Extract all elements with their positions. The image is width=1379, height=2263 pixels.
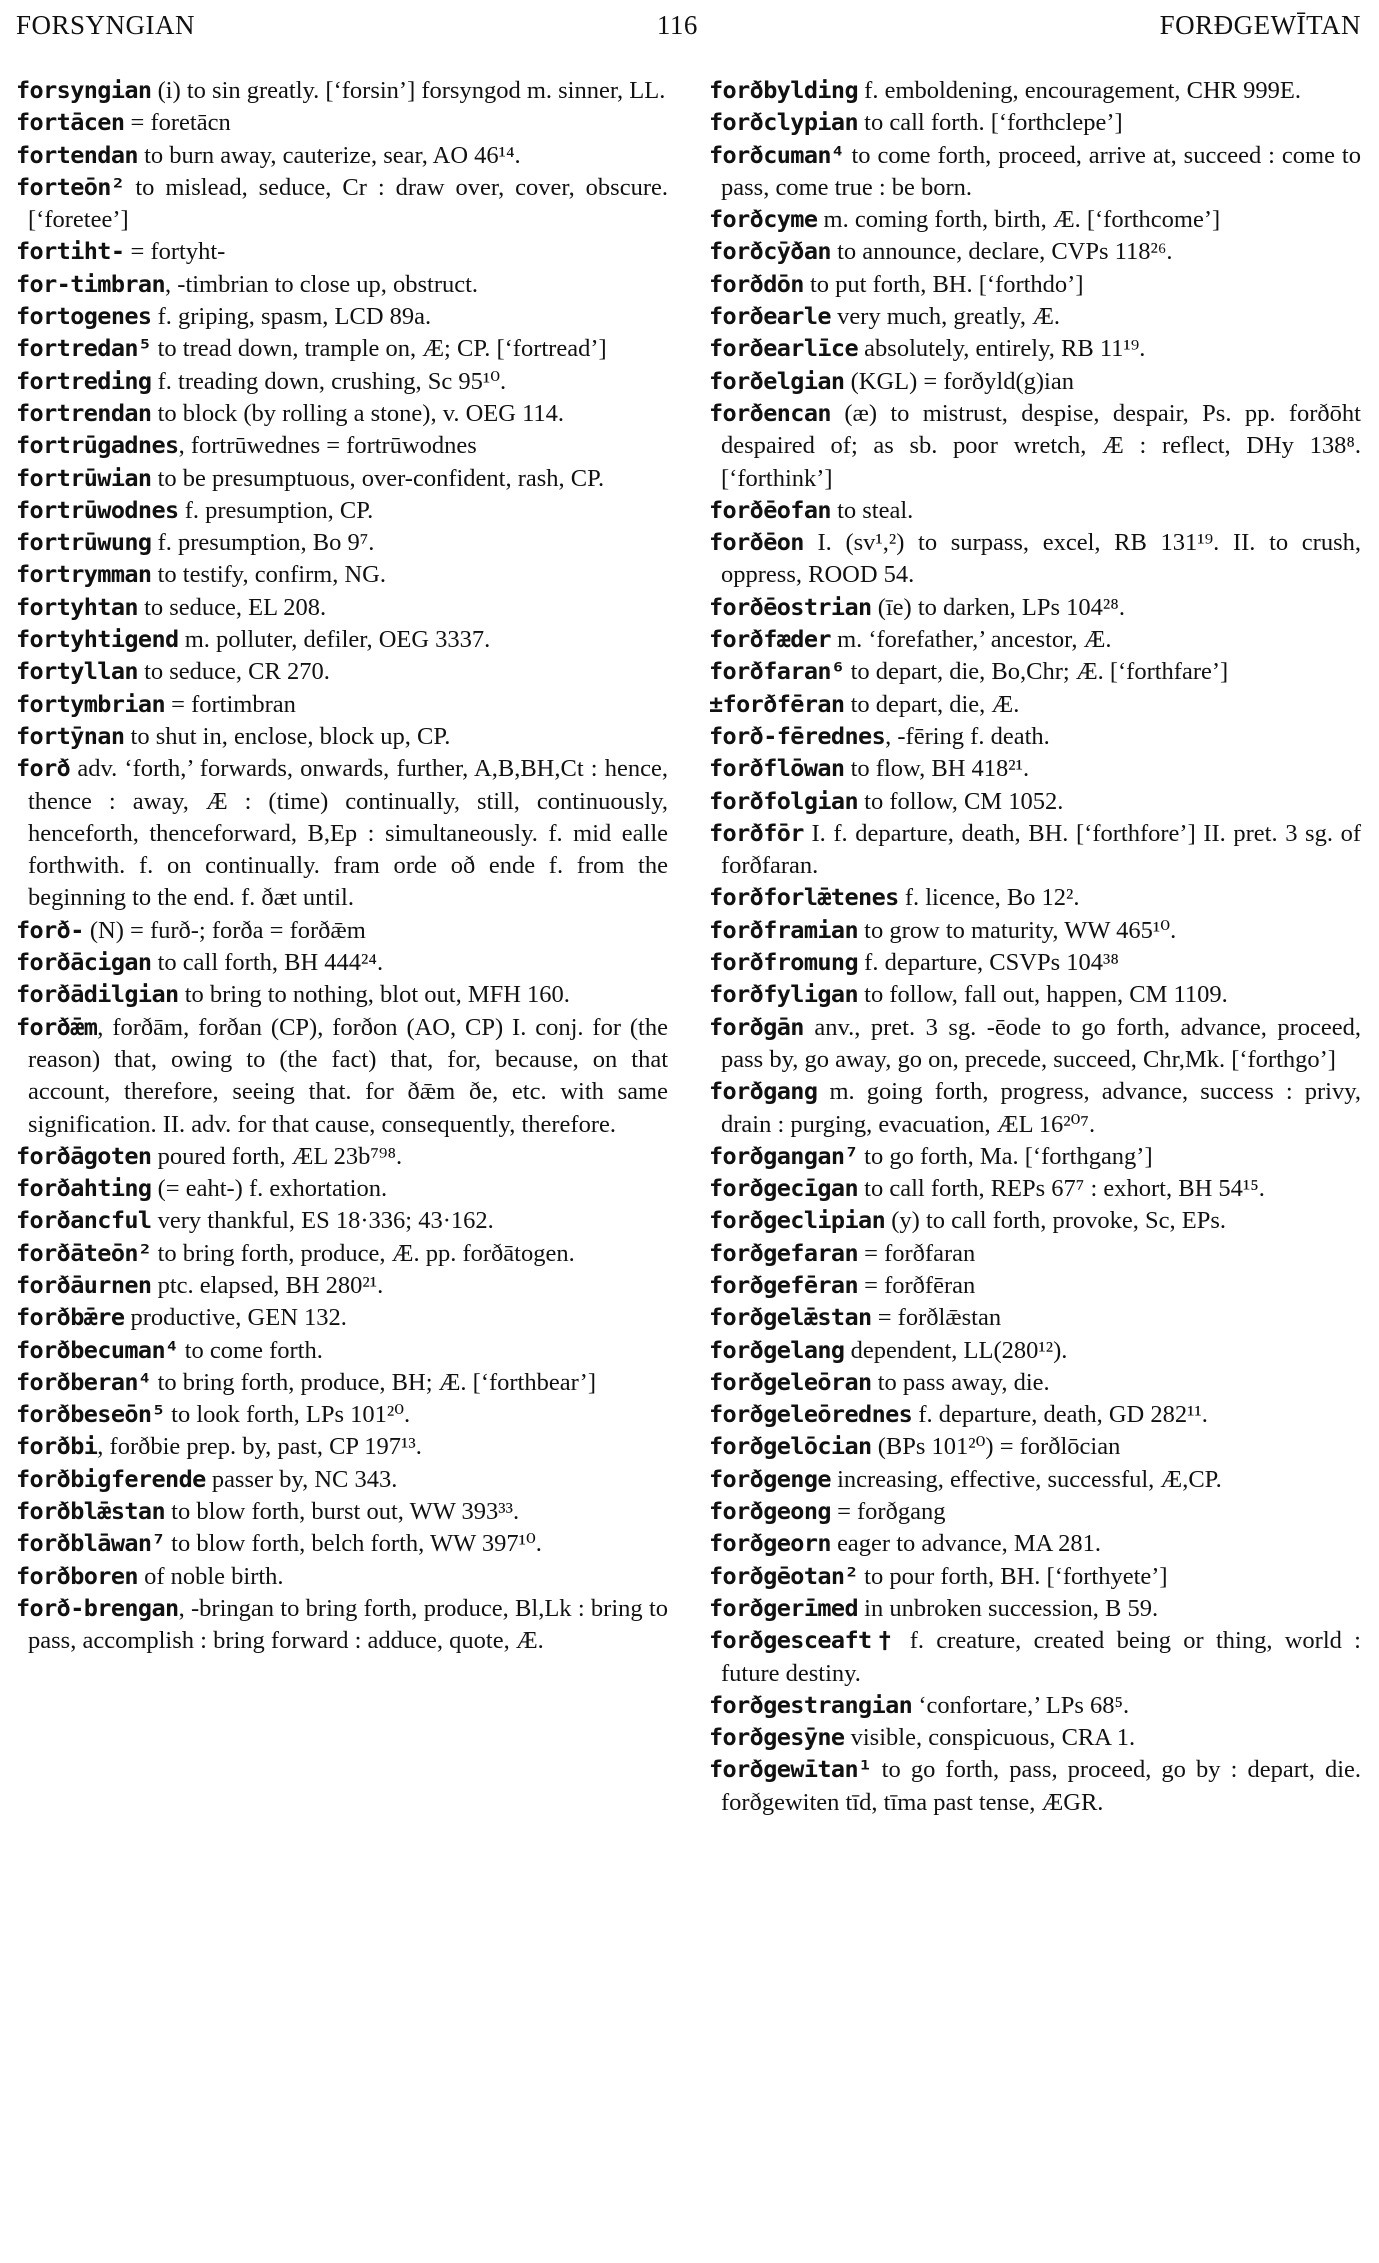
entry-definition: = forðlǣstan	[871, 1304, 1002, 1332]
entry-headword: forðāteōn²	[16, 1238, 152, 1267]
dictionary-entry	[709, 1398, 1361, 1430]
dictionary-entry	[16, 332, 668, 364]
entry-headword: forðgeclipian	[709, 1206, 886, 1235]
entry-headword: fortymbrian	[16, 689, 166, 718]
entry-headword: fortrymman	[16, 560, 152, 589]
entry-headword: fortredan⁵	[16, 334, 152, 363]
entry-headword: forðfolgian	[709, 786, 859, 815]
entry-definition: to flow, BH 418²¹.	[844, 755, 1030, 783]
dictionary-entry	[16, 429, 668, 461]
entry-definition: increasing, effective, successful, Æ,CP.	[830, 1465, 1222, 1493]
entry-headword: forð	[16, 754, 71, 783]
dictionary-entry	[709, 655, 1361, 687]
entry-definition: to call forth. [‘forthclepe’]	[858, 109, 1123, 137]
entry-definition: to follow, CM 1052.	[858, 787, 1064, 815]
entry-definition: poured forth, ÆL 23b⁷⁹⁸.	[151, 1142, 403, 1170]
entry-headword: forðācigan	[16, 948, 152, 977]
dictionary-entry	[709, 1495, 1361, 1527]
entry-headword: forðclypian	[709, 108, 859, 137]
dictionary-entry	[709, 139, 1361, 204]
right-column	[709, 74, 1361, 1818]
entry-headword: forðbeseōn⁵	[16, 1400, 166, 1429]
entry-headword: ±forðfēran	[709, 689, 845, 718]
dictionary-entry	[709, 688, 1361, 720]
entry-definition: to mislead, seduce, Cr : draw over, cover, obscure. [‘foretee’]	[28, 173, 668, 234]
entry-definition: to pass away, die.	[871, 1368, 1050, 1396]
entry-headword: forðgeleōran	[709, 1367, 872, 1396]
entry-headword: fortācen	[16, 108, 125, 137]
entry-headword: forðfæder	[709, 625, 831, 654]
entry-headword: forðfaran⁶	[709, 657, 845, 686]
header-right-guide-word: FORÐGEWĪTAN	[1159, 10, 1361, 40]
entry-definition: to announce, declare, CVPs 118²⁶.	[830, 238, 1173, 266]
entry-headword: fortyllan	[16, 657, 138, 686]
entry-headword: forðencan	[709, 398, 831, 427]
entry-definition: to blow forth, belch forth, WW 397¹⁰.	[165, 1530, 542, 1558]
entry-definition: (īe) to darken, LPs 104²⁸.	[871, 593, 1125, 621]
entry-definition: to call forth, BH 444²⁴.	[151, 949, 384, 977]
dictionary-entry	[709, 720, 1361, 752]
entry-definition: m. ‘forefather,’ ancestor, Æ.	[830, 626, 1112, 654]
entry-definition: to grow to maturity, WW 465¹⁰.	[858, 916, 1177, 944]
dictionary-entry	[16, 74, 668, 106]
entry-headword: forðelgian	[709, 366, 845, 395]
dictionary-entry	[16, 235, 668, 267]
entry-headword: forðcuman⁴	[709, 140, 845, 169]
entry-definition: , -bringan to bring forth, produce, Bl,Lk : bring to pass, accomplish : bring forward : adduce, quote, Æ.	[28, 1594, 668, 1655]
dictionary-entry	[16, 914, 668, 946]
entry-definition: to shut in, enclose, block up, CP.	[124, 722, 451, 750]
entry-definition: to come forth, proceed, arrive at, succeed : come to pass, come true : be born.	[721, 141, 1361, 201]
entry-headword: forðgesceaft†	[709, 1626, 898, 1655]
entry-definition: to go forth, pass, proceed, go by : depart, die. forðgewiten tīd, tīma past tense, ÆGR.	[721, 1756, 1361, 1816]
entry-definition: of noble birth.	[137, 1562, 284, 1590]
entry-definition: , -fēring f. death.	[885, 722, 1050, 750]
entry-definition: ptc. elapsed, BH 280²¹.	[151, 1271, 384, 1299]
entry-definition: to bring forth, produce, BH; Æ. [‘forthbear’]	[151, 1368, 596, 1396]
dictionary-entry	[709, 785, 1361, 817]
dictionary-entry	[709, 623, 1361, 655]
entry-definition: f. treading down, crushing, Sc 95¹⁰.	[151, 367, 507, 395]
dictionary-entry	[709, 978, 1361, 1010]
entry-headword: for-timbran	[16, 269, 166, 298]
entry-definition: adv. ‘forth,’ forwards, onwards, further, A,B,BH,Ct : hence, thence : away, Æ : (time) continually, still, continuously, henceforth, thenceforward, B,Ep : simultaneously. f. mid ealle forthwith. f. on continually. fram orde oð ende f. from the beginning to the end. f. ðæt until.	[28, 755, 668, 912]
dictionary-entry	[16, 1237, 668, 1269]
entry-headword: fortiht-	[16, 237, 125, 266]
entry-headword: forðbi	[16, 1432, 98, 1461]
entry-definition: (y) to call forth, provoke, Sc, EPs.	[885, 1207, 1227, 1235]
running-head	[16, 10, 1361, 52]
entry-definition: visible, conspicuous, CRA 1.	[844, 1724, 1136, 1752]
entry-headword: forðgelōcian	[709, 1432, 872, 1461]
dictionary-entry	[16, 720, 668, 752]
entry-headword: fortyhtan	[16, 592, 138, 621]
entry-headword: forðgelang	[709, 1335, 845, 1364]
entry-headword: forteōn²	[16, 172, 125, 201]
entry-headword: forsyngian	[16, 76, 152, 104]
dictionary-entry	[16, 1301, 668, 1333]
dictionary-entry	[709, 1301, 1361, 1333]
entry-definition: , -timbrian to close up, obstruct.	[165, 270, 479, 298]
entry-headword: forðforlǣtenes	[709, 883, 899, 912]
entry-definition: = fortimbran	[165, 690, 296, 718]
entry-headword: forðboren	[16, 1561, 138, 1590]
dictionary-entry	[709, 752, 1361, 784]
dictionary-entry	[709, 332, 1361, 364]
entry-definition: to go forth, Ma. [‘forthgang’]	[858, 1142, 1153, 1170]
dictionary-entry	[709, 591, 1361, 623]
dictionary-entry	[16, 462, 668, 494]
dictionary-entry	[16, 1560, 668, 1592]
entry-headword: forðflōwan	[709, 754, 845, 783]
entry-definition: I. f. departure, death, BH. [‘forthfore’] II. pret. 3 sg. of forðfaran.	[721, 819, 1361, 880]
entry-definition: to steal.	[830, 496, 914, 524]
entry-definition: to bring forth, produce, Æ. pp. forðātogen.	[151, 1239, 575, 1267]
dictionary-entry	[709, 1721, 1361, 1753]
dictionary-entry	[16, 591, 668, 623]
entry-definition: (æ) to mistrust, despise, despair, Ps. pp. forðōht despaired of; as sb. poor wretch, Æ : reflect, DHy 138⁸. [‘forthink’]	[721, 399, 1361, 492]
entry-definition: to seduce, CR 270.	[137, 658, 330, 686]
entry-headword: fortendan	[16, 140, 138, 169]
dictionary-entry	[16, 978, 668, 1010]
entry-definition: passer by, NC 343.	[205, 1465, 398, 1493]
entry-headword: forðfromung	[709, 948, 859, 977]
dictionary-entry	[709, 203, 1361, 235]
entry-headword: forðgān	[709, 1012, 804, 1041]
dictionary-entry	[709, 817, 1361, 882]
entry-definition: to pour forth, BH. [‘forthyete’]	[858, 1562, 1168, 1590]
entry-headword: forðēon	[709, 528, 804, 557]
entry-headword: forðgeleōrednes	[709, 1400, 913, 1429]
dictionary-entry	[709, 74, 1361, 106]
dictionary-entry	[16, 946, 668, 978]
dictionary-entry	[709, 1172, 1361, 1204]
entry-headword: forðgewītan¹	[709, 1755, 872, 1784]
entry-definition: = forðfēran	[858, 1271, 976, 1299]
dictionary-entry	[709, 1592, 1361, 1624]
dictionary-entry	[709, 1430, 1361, 1462]
entry-definition: to depart, die, Bo,Chr; Æ. [‘forthfare’]	[844, 658, 1229, 686]
entry-headword: forð-fērednes	[709, 721, 886, 750]
entry-headword: forðgēotan²	[709, 1561, 859, 1590]
entry-definition: to tread down, trample on, Æ; CP. [‘fortread’]	[151, 335, 607, 363]
entry-definition: very much, greatly, Æ.	[830, 303, 1060, 331]
entry-definition: f. departure, CSVPs 104³⁸	[858, 949, 1119, 977]
dictionary-entry	[16, 1366, 668, 1398]
dictionary-entry	[709, 1560, 1361, 1592]
entry-headword: forðcȳðan	[709, 237, 831, 266]
dictionary-entry	[16, 1592, 668, 1657]
dictionary-entry	[16, 526, 668, 558]
entry-definition: very thankful, ES 18·336; 43·162.	[151, 1207, 494, 1235]
entry-headword: forðǣm	[16, 1012, 98, 1041]
dictionary-entry	[709, 1269, 1361, 1301]
dictionary-entry	[709, 235, 1361, 267]
entry-definition: to depart, die, Æ.	[844, 690, 1020, 718]
entry-definition: to put forth, BH. [‘forthdo’]	[803, 270, 1084, 298]
dictionary-entry	[709, 1237, 1361, 1269]
dictionary-entry	[16, 494, 668, 526]
entry-headword: forðgelǣstan	[709, 1303, 872, 1332]
dictionary-entry	[709, 881, 1361, 913]
entry-headword: forðgefēran	[709, 1270, 859, 1299]
entry-definition: eager to advance, MA 281.	[830, 1530, 1102, 1558]
dictionary-entry	[16, 1463, 668, 1495]
dictionary-entry	[16, 1398, 668, 1430]
dictionary-entry	[16, 1527, 668, 1559]
entry-definition: m. going forth, progress, advance, success : privy, drain : purging, evacuation, ÆL 16²⁰⁷.	[721, 1078, 1361, 1138]
entry-definition: = forðfaran	[858, 1239, 976, 1267]
entry-headword: forðfyligan	[709, 980, 859, 1009]
dictionary-entry	[16, 1430, 668, 1462]
entry-definition: to follow, fall out, happen, CM 1109.	[858, 981, 1228, 1009]
entry-headword: forðgang	[709, 1077, 818, 1106]
entry-definition: productive, GEN 132.	[124, 1304, 347, 1332]
entry-headword: fortreding	[16, 366, 152, 395]
entry-headword: forðcyme	[709, 205, 818, 234]
entry-definition: (= eaht-) f. exhortation.	[151, 1175, 388, 1203]
dictionary-entry	[16, 1269, 668, 1301]
dictionary-entry	[709, 1011, 1361, 1076]
entry-definition: , forðām, forðan (CP), forðon (AO, CP) I. conj. for (the reason) that, owing to (the fact) that, for, because, on that account, therefore, seeing that. for ðǣm ðe, etc. with same signification. II. adv. for that cause, consequently, therefore.	[28, 1013, 668, 1138]
entry-definition: (N) = furð-; forða = forðǣm	[83, 916, 366, 944]
entry-definition: anv., pret. 3 sg. -ēode to go forth, advance, proceed, pass by, go away, go on, precede, succeed, Chr,Mk. [‘forthgo’]	[721, 1013, 1361, 1073]
dictionary-entry	[709, 1334, 1361, 1366]
entry-definition: = forðgang	[830, 1498, 946, 1526]
dictionary-entry	[709, 1075, 1361, 1140]
entry-headword: forðbecuman⁴	[16, 1335, 179, 1364]
entry-headword: fortrūwian	[16, 463, 152, 492]
entry-headword: forð-	[16, 915, 84, 944]
dictionary-entry	[709, 268, 1361, 300]
dictionary-entry	[16, 397, 668, 429]
dictionary-entry	[16, 1011, 668, 1140]
dictionary-entry	[709, 1624, 1361, 1689]
entry-headword: forð-brengan	[16, 1593, 179, 1622]
entry-headword: forðāurnen	[16, 1270, 152, 1299]
dictionary-entry	[709, 526, 1361, 591]
dictionary-entry	[16, 268, 668, 300]
entry-headword: fortȳnan	[16, 721, 125, 750]
entry-definition: to seduce, EL 208.	[137, 593, 327, 621]
dictionary-entry	[16, 1172, 668, 1204]
entry-headword: forðgenge	[709, 1464, 831, 1493]
entry-definition: = foretācn	[124, 109, 231, 137]
entry-definition: to testify, confirm, NG.	[151, 561, 387, 589]
entry-definition: dependent, LL(280¹²).	[844, 1336, 1068, 1364]
entry-headword: forðblǣstan	[16, 1497, 166, 1526]
entry-definition: f. licence, Bo 12².	[898, 884, 1080, 912]
entry-headword: forðframian	[709, 915, 859, 944]
dictionary-entry	[16, 1495, 668, 1527]
columns	[16, 74, 1361, 1818]
dictionary-entry	[16, 365, 668, 397]
dictionary-entry	[16, 1140, 668, 1172]
entry-definition: f. creature, created being or thing, world : future destiny.	[721, 1627, 1361, 1687]
entry-definition: to come forth.	[178, 1336, 323, 1364]
entry-definition: to blow forth, burst out, WW 393³³.	[165, 1498, 520, 1526]
dictionary-entry	[16, 1334, 668, 1366]
entry-definition: to burn away, cauterize, sear, AO 46¹⁴.	[137, 141, 521, 169]
entry-headword: forðberan⁴	[16, 1367, 152, 1396]
entry-definition: f. emboldening, encouragement, CHR 999E.	[858, 77, 1301, 104]
entry-definition: f. griping, spasm, LCD 89a.	[151, 303, 432, 331]
entry-definition: , forðbie prep. by, past, CP 197¹³.	[97, 1433, 422, 1461]
entry-headword: forðdōn	[709, 269, 804, 298]
entry-headword: forðancful	[16, 1206, 152, 1235]
entry-headword: fortrūwung	[16, 528, 152, 557]
header-left-guide-word: FORSYNGIAN	[16, 10, 196, 40]
dictionary-entry	[709, 914, 1361, 946]
dictionary-entry	[16, 623, 668, 655]
entry-definition: (KGL) = forðyld(g)ian	[844, 367, 1074, 395]
entry-headword: forðgeorn	[709, 1529, 831, 1558]
entry-definition: (i) to sin greatly. [‘forsin’] forsyngod m. sinner, LL.	[151, 77, 666, 104]
dictionary-entry	[709, 397, 1361, 494]
entry-definition: (BPs 101²⁰) = forðlōcian	[871, 1433, 1121, 1461]
entry-headword: fortyhtigend	[16, 625, 179, 654]
dictionary-entry	[16, 300, 668, 332]
entry-definition: m. coming forth, birth, Æ. [‘forthcome’]	[817, 206, 1221, 234]
dictionary-entry	[709, 1689, 1361, 1721]
dictionary-entry	[16, 171, 668, 236]
dictionary-entry	[709, 1463, 1361, 1495]
entry-definition: f. presumption, CP.	[178, 496, 374, 524]
entry-definition: f. presumption, Bo 9⁷.	[151, 529, 375, 557]
dictionary-entry	[16, 752, 668, 913]
entry-headword: forðfōr	[709, 818, 804, 847]
entry-headword: forðblāwan⁷	[16, 1529, 166, 1558]
entry-headword: forðādilgian	[16, 980, 179, 1009]
entry-headword: forðgeong	[709, 1497, 831, 1526]
entry-headword: fortrendan	[16, 398, 152, 427]
dictionary-entry	[709, 1753, 1361, 1818]
entry-headword: forðgangan⁷	[709, 1141, 859, 1170]
dictionary-entry	[709, 1366, 1361, 1398]
dictionary-entry	[709, 1140, 1361, 1172]
dictionary-entry	[709, 1204, 1361, 1236]
entry-headword: forðearle	[709, 302, 831, 331]
dictionary-entry	[16, 688, 668, 720]
dictionary-entry	[709, 494, 1361, 526]
entry-definition: f. departure, death, GD 282¹¹.	[912, 1401, 1208, 1429]
entry-headword: forðāgoten	[16, 1141, 152, 1170]
entry-headword: forðbigferende	[16, 1464, 206, 1493]
entry-definition: to call forth, REPs 67⁷ : exhort, BH 54¹⁵.	[858, 1175, 1265, 1203]
entry-headword: forðgefaran	[709, 1238, 859, 1267]
entry-definition: to block (by rolling a stone), v. OEG 114.	[151, 399, 565, 427]
entry-definition: = fortyht-	[124, 238, 226, 266]
dictionary-entry	[16, 558, 668, 590]
dictionary-entry	[709, 365, 1361, 397]
dictionary-entry	[709, 106, 1361, 138]
dictionary-entry	[16, 106, 668, 138]
entry-headword: fortogenes	[16, 302, 152, 331]
entry-headword: forðgecīgan	[709, 1174, 859, 1203]
entry-headword: forðahting	[16, 1174, 152, 1203]
entry-definition: to be presumptuous, over-confident, rash, CP.	[151, 464, 605, 492]
dictionary-entry	[709, 300, 1361, 332]
entry-headword: forðgesȳne	[709, 1723, 845, 1752]
entry-headword: fortrūwodnes	[16, 495, 179, 524]
entry-headword: forðgestrangian	[709, 1690, 913, 1719]
entry-headword: forðgerīmed	[709, 1593, 859, 1622]
entry-headword: forðēostrian	[709, 592, 872, 621]
entry-definition: m. polluter, defiler, OEG 3337.	[178, 626, 491, 654]
entry-headword: forðbylding	[709, 76, 859, 104]
dictionary-entry	[709, 946, 1361, 978]
page-number: 116	[656, 10, 698, 40]
entry-definition: ‘confortare,’ LPs 68⁵.	[912, 1691, 1130, 1719]
entry-headword: forðearlīce	[709, 334, 859, 363]
entry-definition: I. (sv¹,²) to surpass, excel, RB 131¹⁹. II. to crush, oppress, ROOD 54.	[721, 529, 1361, 589]
dictionary-entry	[16, 139, 668, 171]
dictionary-entry	[16, 1204, 668, 1236]
entry-definition: to look forth, LPs 101²⁰.	[165, 1401, 411, 1429]
dictionary-entry	[16, 655, 668, 687]
dictionary-entry	[709, 1527, 1361, 1559]
entry-definition: absolutely, entirely, RB 11¹⁹.	[858, 335, 1146, 363]
entry-definition: to bring to nothing, blot out, MFH 160.	[178, 981, 570, 1009]
entry-headword: fortrūgadnes	[16, 431, 179, 460]
entry-headword: forðbǣre	[16, 1303, 125, 1332]
entry-definition: in unbroken succession, B 59.	[858, 1594, 1159, 1622]
entry-headword: forðēofan	[709, 495, 831, 524]
left-column	[16, 74, 668, 1818]
entry-definition: , fortrūwednes = fortrūwodnes	[178, 432, 477, 460]
